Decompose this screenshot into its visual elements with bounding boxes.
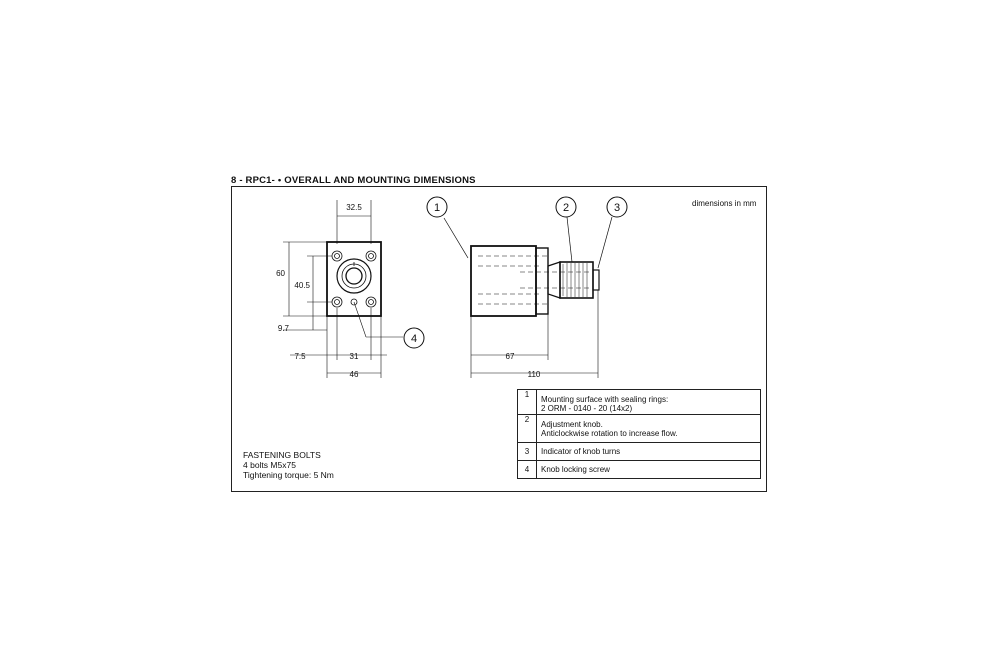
- legend-row: [518, 461, 761, 479]
- mounting-hole-br: [366, 297, 376, 307]
- units-note: dimensions in mm: [692, 199, 757, 208]
- dim-width-total: 46: [349, 370, 359, 379]
- valve-side-body: [471, 246, 536, 316]
- callout-3-label: 3: [613, 202, 621, 214]
- dim-left-offset: 7.5: [294, 352, 306, 361]
- legend-number: 3: [518, 443, 537, 461]
- dim-height-total: 60: [276, 269, 285, 278]
- legend-text: Knob locking screw: [537, 461, 761, 479]
- dim-overall-length: 110: [527, 370, 541, 379]
- knob-indicator: [593, 270, 599, 290]
- legend-number: 2: [518, 415, 537, 443]
- legend-text: Adjustment knob. Anticlockwise rotation to increase flow.: [537, 415, 761, 443]
- fastening-bolts-note: [243, 450, 334, 480]
- fastening-torque: Tightening torque: 5 Nm: [243, 470, 334, 480]
- dim-height-inner: 40.5: [294, 281, 310, 290]
- mounting-hole-tr: [366, 251, 376, 261]
- legend-row: [518, 415, 761, 443]
- callout-1-label: 1: [433, 202, 441, 214]
- adjustment-knob-cone: [548, 262, 560, 298]
- dim-bottom-offset: 9.7: [277, 324, 289, 333]
- mounting-hole-bl: [332, 297, 342, 307]
- dim-top-width: 32.5: [346, 203, 362, 212]
- drawing-title: 8 - RPC1- • OVERALL AND MOUNTING DIMENSIONS: [231, 175, 476, 186]
- legend-row: [518, 390, 761, 415]
- dim-hole-spacing: 31: [349, 352, 359, 361]
- legend-text: Mounting surface with sealing rings: 2 ORM - 0140 - 20 (14x2): [537, 390, 761, 415]
- adjustment-knob: [560, 262, 593, 298]
- legend-number: 1: [518, 390, 537, 415]
- legend-number: 4: [518, 461, 537, 479]
- fastening-bolts: 4 bolts M5x75: [243, 460, 296, 470]
- fastening-heading: FASTENING BOLTS: [243, 450, 321, 460]
- callout-4-label: 4: [410, 333, 418, 345]
- legend-text: Indicator of knob turns: [537, 443, 761, 461]
- callout-2-label: 2: [562, 202, 570, 214]
- legend-row: [518, 443, 761, 461]
- mounting-hole-tl: [332, 251, 342, 261]
- dim-body-length: 67: [505, 352, 515, 361]
- parts-legend-table: [517, 389, 761, 479]
